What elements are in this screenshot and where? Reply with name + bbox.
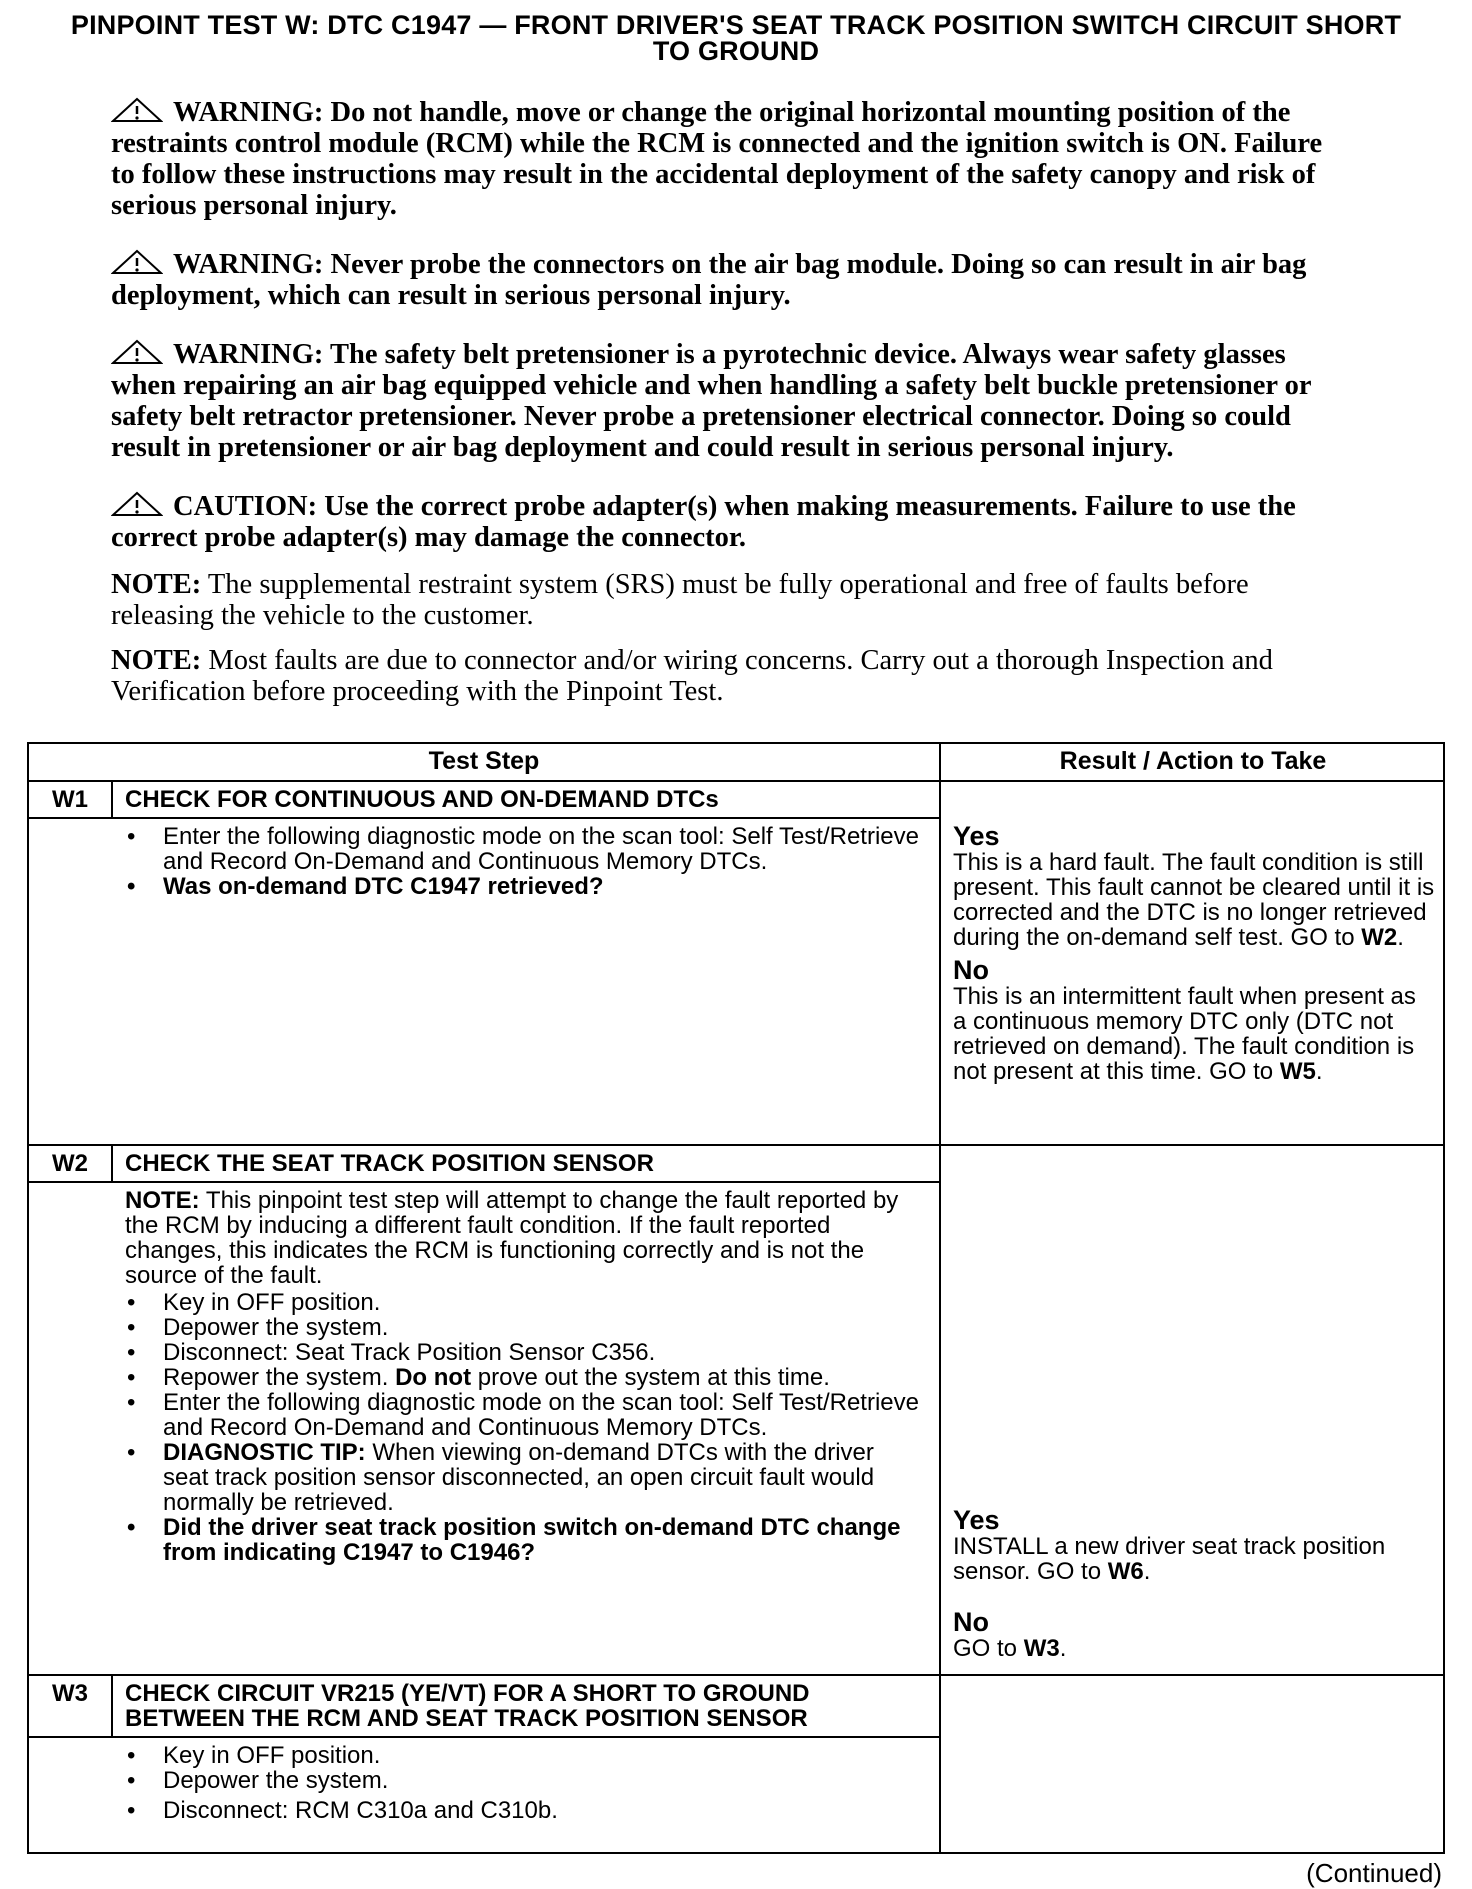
list-item: • Disconnect: RCM C310a and C310b.	[125, 1798, 925, 1823]
header-divider	[29, 780, 1443, 782]
warning-triangle-icon	[111, 97, 163, 123]
warning-triangle-icon	[111, 339, 163, 365]
step-id-w3: W3	[52, 1680, 88, 1707]
column-divider	[939, 744, 941, 1852]
w2-id-divider	[111, 1144, 113, 1181]
step-body-w1	[125, 824, 925, 899]
warning-triangle-icon	[111, 249, 163, 275]
step-body-w2	[125, 1188, 925, 1565]
list-item: • Disconnect: Seat Track Position Sensor C356.	[125, 1340, 925, 1365]
list-item: • Enter the following diagnostic mode on the scan tool: Self Test/Retrieve and Record On-Demand and Continuous Memory DTCs.	[125, 1390, 925, 1440]
header-result-action: Result / Action to Take	[1059, 747, 1327, 775]
list-item: • Was on-demand DTC C1947 retrieved?	[125, 874, 925, 899]
w2-row-divider	[29, 1674, 1443, 1676]
pinpoint-table	[27, 742, 1445, 1854]
list-item: • Enter the following diagnostic mode on the scan tool: Self Test/Retrieve and Record On-Demand and Continuous Memory DTCs.	[125, 824, 925, 874]
step-title-w1: CHECK FOR CONTINUOUS AND ON-DEMAND DTCs	[125, 786, 719, 813]
caution-1: CAUTION: Use the correct probe adapter(s) when making measurements. Failure to use the correct probe adapter(s) may damage the connector.	[111, 491, 1296, 553]
step-note-w2: NOTE: This pinpoint test step will attempt to change the fault reported by the RCM by inducing a different fault condition. If the fault reported changes, this indicates the RCM is functioning correctly and is not the source of the fault.	[125, 1187, 899, 1289]
list-item: • Depower the system.	[125, 1768, 925, 1793]
w1-id-divider	[111, 780, 113, 817]
list-item: • Repower the system. Do not prove out the system at this time.	[125, 1365, 925, 1390]
list-item: • Key in OFF position.	[125, 1743, 925, 1768]
step-id-w2: W2	[52, 1150, 88, 1177]
warning-1: WARNING: Do not handle, move or change the original horizontal mounting position of the restraints control module (RCM) while the RCM is connected and the ignition switch is ON. Failure to follow these instructions may result in the accidental deployment of the safety canopy and risk of serious personal injury.	[111, 97, 1323, 221]
caution-triangle-icon	[111, 491, 163, 517]
warning-3: WARNING: The safety belt pretensioner is a pyrotechnic device. Always wear safety glasses when repairing an air bag equipped vehicle and when handling a safety belt buckle pretensioner or safety belt retractor pretensioner. Never probe a pretensioner electrical connector. Doing so could result in pretensioner or air bag deployment and could result in serious personal injury.	[111, 339, 1312, 463]
list-item: • Depower the system.	[125, 1315, 925, 1340]
w1-title-divider	[29, 817, 939, 819]
list-item: • Did the driver seat track position switch on-demand DTC change from indicating C1947 to C1946?	[125, 1515, 925, 1565]
note-2: NOTE: Most faults are due to connector and/or wiring concerns. Carry out a thorough Inspection and Verification before proceeding with the Pinpoint Test.	[111, 645, 1273, 707]
w3-title-divider	[29, 1736, 939, 1738]
list-item: • Key in OFF position.	[125, 1290, 925, 1315]
result-w2: Yes INSTALL a new driver seat track position sensor. GO to W6. No GO to W3.	[953, 1505, 1386, 1662]
list-item: • DIAGNOSTIC TIP: When viewing on-demand DTCs with the driver seat track position sensor disconnected, an open circuit fault would normally be retrieved.	[125, 1440, 925, 1515]
step-id-w1: W1	[52, 786, 88, 813]
w1-row-divider	[29, 1144, 1443, 1146]
step-title-w3: CHECK CIRCUIT VR215 (YE/VT) FOR A SHORT TO GROUND BETWEEN THE RCM AND SEAT TRACK POSITION SENSOR	[125, 1680, 810, 1732]
w2-title-divider	[29, 1181, 939, 1183]
page-title: PINPOINT TEST W: DTC C1947 — FRONT DRIVER'S SEAT TRACK POSITION SWITCH CIRCUIT SHORT TO GROUND	[70, 10, 1402, 66]
note-1: NOTE: The supplemental restraint system (SRS) must be fully operational and free of faults before releasing the vehicle to the customer.	[111, 569, 1249, 631]
header-test-step: Test Step	[428, 747, 540, 775]
step-title-w2: CHECK THE SEAT TRACK POSITION SENSOR	[125, 1150, 654, 1177]
continued-label: (Continued)	[1306, 1858, 1442, 1888]
step-body-w3	[125, 1743, 925, 1823]
safety-notes	[111, 97, 1341, 721]
warning-2: WARNING: Never probe the connectors on the air bag module. Doing so can result in air bag deployment, which can result in serious personal injury.	[111, 249, 1307, 311]
w3-id-divider	[111, 1674, 113, 1736]
result-w1: Yes This is a hard fault. The fault condition is still present. This fault cannot be cleared until it is corrected and the DTC is no longer retrieved during the on-demand self test. GO to W2. No This is an intermittent fault when present as a continuous memory DTC only (DTC not retrieved on demand). The fault condition is not present at this time. GO to W5.	[953, 821, 1435, 1085]
